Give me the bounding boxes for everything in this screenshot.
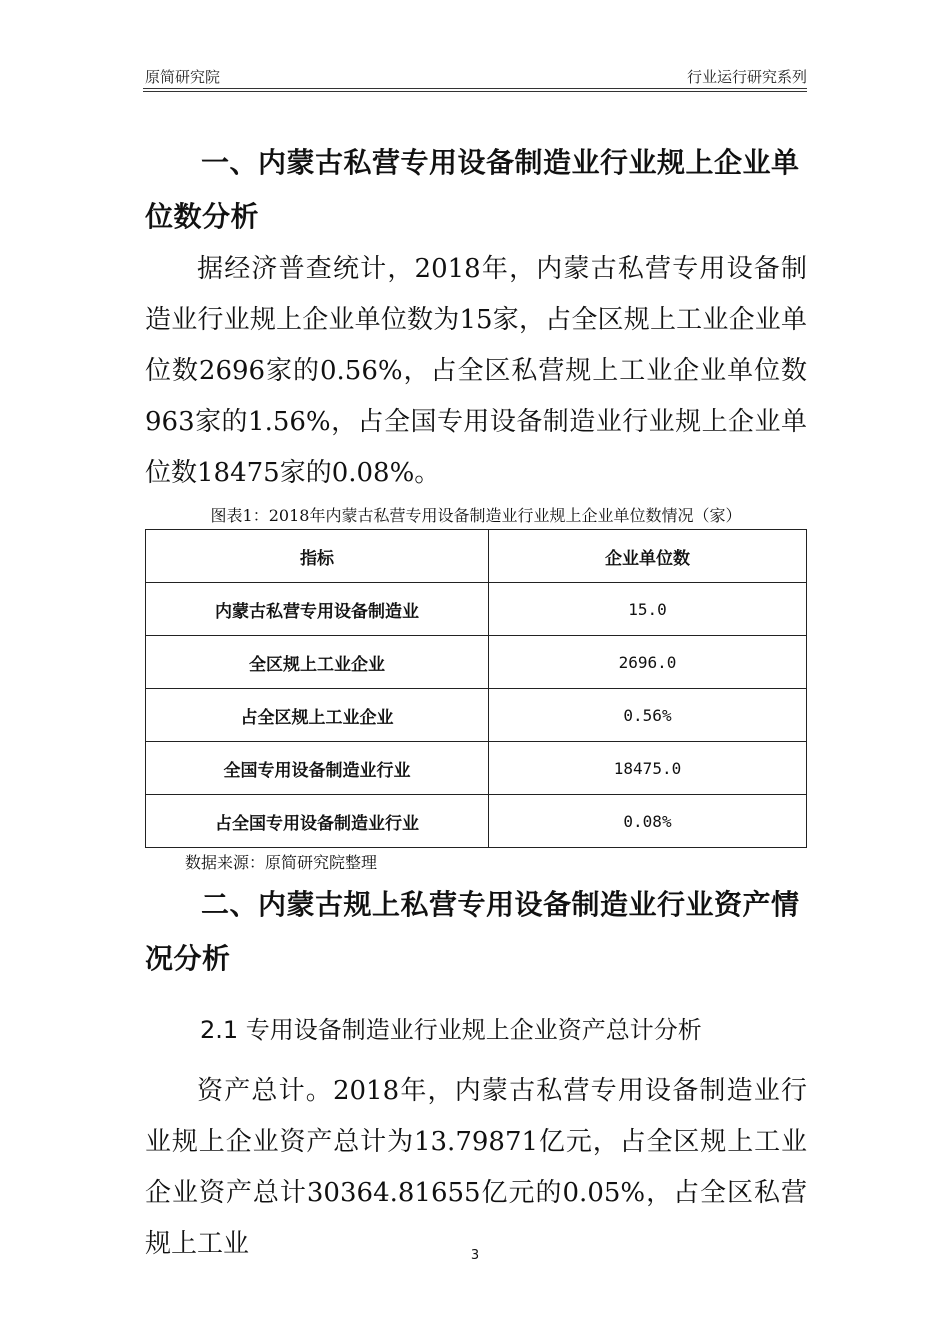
header-rule-thin — [143, 91, 807, 92]
header-left-org: 原简研究院 — [145, 68, 221, 86]
table-row — [146, 742, 807, 795]
row-value: 0.56% — [489, 689, 807, 742]
table-row — [146, 795, 807, 848]
row-value: 0.08% — [489, 795, 807, 848]
section1-heading: 一、内蒙古私营专用设备制造业行业规上企业单位数分析 — [145, 146, 800, 233]
table-row — [146, 689, 807, 742]
table-row — [146, 636, 807, 689]
table-header-indicator: 指标 — [146, 530, 489, 583]
header-rule — [143, 88, 807, 89]
header-right-series: 行业运行研究系列 — [686, 68, 807, 86]
row-value: 18475.0 — [489, 742, 807, 795]
table1-source-note: 数据来源：原简研究院整理 — [185, 853, 378, 872]
section2-paragraph: 资产总计。2018年，内蒙古私营专用设备制造业行业规上企业资产总计为13.79871亿元，占全区规上工业企业资产总计30364.81655亿元的0.05%，占全区私营规上工业 — [145, 1076, 807, 1259]
table1-caption: 图表1：2018年内蒙古私营专用设备制造业行业规上企业单位数情况（家） — [210, 506, 742, 525]
table-header-count: 企业单位数 — [489, 530, 807, 583]
section1-paragraph: 据经济普查统计，2018年，内蒙古私营专用设备制造业行业规上企业单位数为15家，占全区规上工业企业单位数2696家的0.56%，占全区私营规上工业企业单位数963家的1.56%，占全国专用设备制造业行业规上企业单位数18475家的0.08%。 — [145, 254, 807, 488]
section2-subheading: 2.1 专用设备制造业行业规上企业资产总计分析 — [200, 1016, 702, 1044]
row-label: 占全国专用设备制造业行业 — [146, 795, 489, 848]
row-label: 内蒙古私营专用设备制造业 — [146, 583, 489, 636]
table-header-row — [146, 530, 807, 583]
page-number: 3 — [470, 1248, 480, 1263]
document-body — [145, 136, 807, 1270]
table1 — [145, 529, 807, 848]
row-label: 全国专用设备制造业行业 — [146, 742, 489, 795]
row-label: 占全区规上工业企业 — [146, 689, 489, 742]
section2-heading: 二、内蒙古规上私营专用设备制造业行业资产情况分析 — [145, 888, 800, 975]
row-label: 全区规上工业企业 — [146, 636, 489, 689]
table-row — [146, 583, 807, 636]
row-value: 2696.0 — [489, 636, 807, 689]
row-value: 15.0 — [489, 583, 807, 636]
